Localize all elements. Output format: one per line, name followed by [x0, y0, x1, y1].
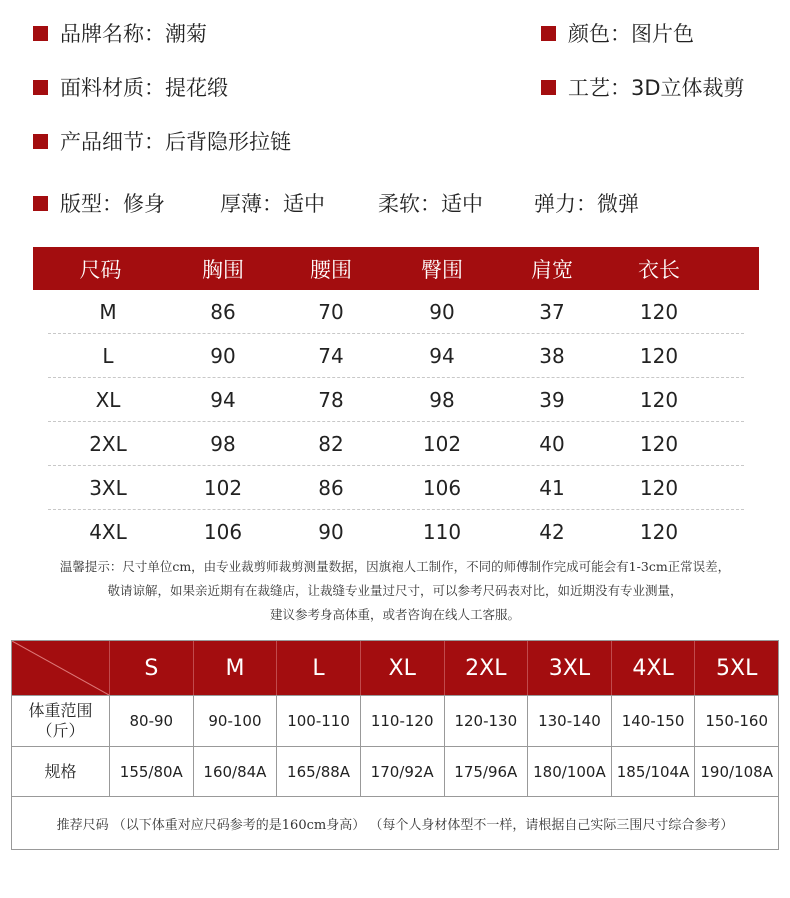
table-cell: 120: [639, 387, 679, 412]
table-cell: 39: [539, 387, 565, 412]
fit-row: [33, 188, 639, 218]
attr-brand-text: 品牌名称：潮菊: [60, 22, 207, 46]
weight-row: [12, 695, 778, 746]
spec-cell: 160/84A: [194, 747, 278, 796]
attr-brand: [33, 18, 207, 48]
attr-fabric-text: 面料材质：提花缎: [60, 76, 228, 100]
table-cell: 102: [422, 431, 462, 456]
size-header: 2XL: [445, 641, 529, 695]
table-row: [48, 378, 744, 422]
table-cell: 2XL: [89, 431, 127, 456]
attr-color-text: 颜色：图片色: [568, 22, 694, 46]
weight-label: [12, 696, 110, 746]
spec-cell: 185/104A: [612, 747, 696, 796]
weight-cell: 100-110: [277, 696, 361, 746]
weight-cell: 120-130: [445, 696, 529, 746]
table-row: [48, 334, 744, 378]
table-cell: 74: [318, 343, 344, 368]
size-header: XL: [361, 641, 445, 695]
table-cell: 102: [203, 475, 243, 500]
diagonal-corner-cell: [12, 641, 110, 695]
spec-cell: 190/108A: [700, 762, 773, 781]
table-cell: 120: [639, 519, 679, 544]
table-cell: 94: [429, 343, 455, 368]
fit-label: 版型：修身: [60, 192, 165, 216]
spec-cell: 175/96A: [445, 747, 529, 796]
table-row: [48, 422, 744, 466]
size-table: [33, 247, 759, 553]
size-header: 5XL: [716, 655, 758, 681]
table-row: [48, 510, 744, 553]
size-header: M: [194, 641, 278, 695]
bullet-square-icon: [541, 26, 556, 41]
weight-cell: 140-150: [612, 696, 696, 746]
weight-cell: 90-100: [194, 696, 278, 746]
table-cell: 94: [210, 387, 236, 412]
spec-row: [12, 746, 778, 796]
table-cell: 82: [318, 431, 344, 456]
size-header: 3XL: [528, 641, 612, 695]
table-cell: 106: [203, 519, 243, 544]
header-cell: 腰围: [310, 257, 352, 282]
fit-softness: 柔软：适中: [378, 192, 483, 216]
header-cell: 肩宽: [531, 257, 573, 282]
table-cell: 98: [210, 431, 236, 456]
header-cell: 尺码: [79, 257, 122, 282]
spec-cell: 155/80A: [110, 747, 194, 796]
attr-craft: [541, 72, 745, 102]
table-cell: L: [102, 343, 114, 368]
spec-label: 规格: [12, 747, 110, 796]
table-cell: 4XL: [89, 519, 127, 544]
diagonal-line-icon: [12, 641, 109, 695]
header-cell: 胸围: [202, 257, 244, 282]
weight-cell: 80-90: [110, 696, 194, 746]
table-cell: 90: [210, 343, 236, 368]
attr-detail-text: 产品细节：后背隐形拉链: [60, 130, 291, 154]
note-line-2: 敬请谅解，如果亲近期有在裁缝店，让裁缝专业量过尺寸，可以参考尺码表对比，如近期没有专业测量，: [107, 583, 683, 598]
bullet-square-icon: [33, 26, 48, 41]
note-line-3: 建议参考身高体重，或者咨询在线人工客服。: [269, 607, 520, 622]
weight-label-line-1: 体重范围: [28, 701, 93, 720]
table-cell: 98: [429, 387, 455, 412]
attr-craft-text: 工艺：3D立体裁剪: [568, 76, 745, 100]
weight-cell: 110-120: [361, 696, 445, 746]
table-cell: 120: [639, 299, 679, 324]
note-line-1: 温馨提示：尺寸单位cm，由专业裁剪师裁剪测量数据，因旗袍人工制作，不同的师傅制作完成可能会有1-3cm正常误差，: [59, 559, 731, 574]
attr-detail: [33, 126, 291, 156]
table-cell: M: [99, 299, 117, 324]
table-cell: 3XL: [89, 475, 127, 500]
weight-table-header: [12, 641, 778, 695]
table-row: [48, 466, 744, 510]
weight-label-line-2: （斤）: [36, 721, 85, 740]
table-cell: 90: [318, 519, 344, 544]
fit-elasticity: 弹力：微弹: [534, 192, 639, 216]
table-cell: 90: [429, 299, 455, 324]
table-cell: 120: [639, 475, 679, 500]
table-cell: 86: [318, 475, 344, 500]
attr-color: [541, 18, 694, 48]
table-cell: 120: [639, 431, 679, 456]
fit-thickness: 厚薄：适中: [220, 192, 325, 216]
size-table-header: [33, 247, 759, 290]
header-cell: 臀围: [421, 257, 463, 282]
table-cell: 78: [318, 387, 344, 412]
weight-cell: 150-160: [705, 712, 769, 730]
table-cell: 41: [539, 475, 565, 500]
table-cell: 120: [639, 343, 679, 368]
table-cell: 38: [539, 343, 565, 368]
header-cell: 衣长: [638, 257, 680, 282]
size-header: L: [277, 641, 361, 695]
table-cell: 42: [539, 519, 565, 544]
bullet-square-icon: [33, 196, 48, 211]
table-row: [48, 290, 744, 334]
size-header: S: [110, 641, 194, 695]
table-cell: 37: [539, 299, 565, 324]
table-cell: 40: [539, 431, 565, 456]
weight-table-footer: 推荐尺码 （以下体重对应尺码参考的是160cm身高） （每个人身材体型不一样，请根据自己实际三围尺寸综合参考）: [12, 796, 778, 849]
weight-table: [11, 640, 779, 850]
spec-cell: 165/88A: [277, 747, 361, 796]
size-header: 4XL: [612, 641, 696, 695]
bullet-square-icon: [541, 80, 556, 95]
table-cell: 86: [210, 299, 236, 324]
weight-cell: 130-140: [528, 696, 612, 746]
spec-cell: 180/100A: [528, 747, 612, 796]
bullet-square-icon: [33, 80, 48, 95]
table-cell: 70: [318, 299, 344, 324]
attr-fabric: [33, 72, 228, 102]
table-cell: 106: [422, 475, 462, 500]
table-cell: XL: [95, 387, 121, 412]
table-cell: 110: [422, 519, 462, 544]
spec-cell: 170/92A: [361, 747, 445, 796]
bullet-square-icon: [33, 134, 48, 149]
